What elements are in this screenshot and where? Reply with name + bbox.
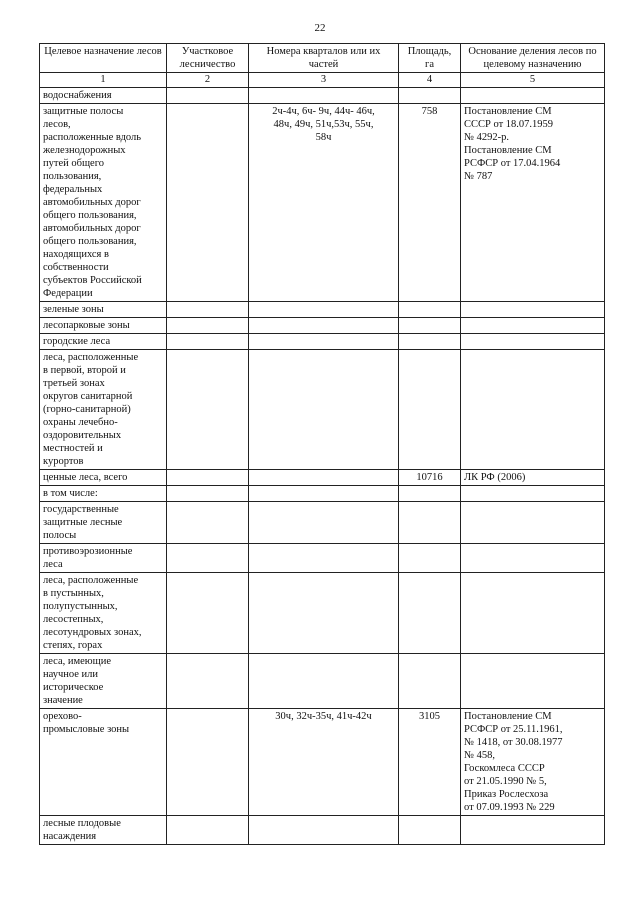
quarters-cell — [249, 502, 399, 544]
area-cell — [399, 502, 461, 544]
quarters-cell — [249, 350, 399, 470]
quarters-cell — [249, 486, 399, 502]
basis-cell — [461, 573, 605, 654]
purpose-cell: леса, расположенные в первой, второй и третьей зонах округов санитарной (горно-санитарной) охраны лечебно- оздоровительных местностей и курортов — [40, 350, 167, 470]
table-row — [40, 544, 605, 573]
basis-cell: ЛК РФ (2006) — [461, 470, 605, 486]
district-cell — [167, 104, 249, 302]
basis-cell — [461, 544, 605, 573]
area-cell — [399, 544, 461, 573]
table-body — [40, 88, 605, 845]
column-number-row — [40, 73, 605, 88]
quarters-cell — [249, 318, 399, 334]
purpose-cell: лесные плодовые насаждения — [40, 816, 167, 845]
district-cell — [167, 654, 249, 709]
table-row — [40, 502, 605, 544]
area-cell — [399, 334, 461, 350]
district-cell — [167, 302, 249, 318]
district-cell — [167, 334, 249, 350]
area-cell: 758 — [399, 104, 461, 302]
header-purpose: Целевое назначение лесов — [40, 44, 167, 73]
purpose-cell: лесопарковые зоны — [40, 318, 167, 334]
basis-cell — [461, 486, 605, 502]
table-row — [40, 816, 605, 845]
area-cell: 3105 — [399, 709, 461, 816]
table-row — [40, 470, 605, 486]
quarters-cell — [249, 654, 399, 709]
district-cell — [167, 470, 249, 486]
basis-cell — [461, 816, 605, 845]
basis-cell — [461, 88, 605, 104]
header-quarters: Номера кварталов или их частей — [249, 44, 399, 73]
quarters-cell — [249, 470, 399, 486]
purpose-cell: государственные защитные лесные полосы — [40, 502, 167, 544]
table-row — [40, 318, 605, 334]
purpose-cell: ценные леса, всего — [40, 470, 167, 486]
district-cell — [167, 486, 249, 502]
basis-cell — [461, 302, 605, 318]
area-cell — [399, 318, 461, 334]
area-cell — [399, 88, 461, 104]
district-cell — [167, 544, 249, 573]
table-row — [40, 302, 605, 318]
page-number: 22 — [314, 22, 326, 34]
basis-cell — [461, 334, 605, 350]
quarters-cell — [249, 88, 399, 104]
table-row — [40, 709, 605, 816]
basis-cell: Постановление СМ РСФСР от 25.11.1961, № 1418, от 30.08.1977 № 458, Госкомлеса СССР от 21.05.1990 № 5, Приказ Рослесхоза от 07.09.1993 № 229 — [461, 709, 605, 816]
quarters-cell — [249, 334, 399, 350]
quarters-cell: 2ч-4ч, 6ч- 9ч, 44ч- 46ч, 48ч, 49ч, 51ч,53ч, 55ч, 58ч — [249, 104, 399, 302]
area-cell — [399, 486, 461, 502]
purpose-cell: орехово- промысловые зоны — [40, 709, 167, 816]
area-cell — [399, 350, 461, 470]
table-row — [40, 486, 605, 502]
purpose-cell: противоэрозионные леса — [40, 544, 167, 573]
district-cell — [167, 88, 249, 104]
quarters-cell: 30ч, 32ч-35ч, 41ч-42ч — [249, 709, 399, 816]
basis-cell — [461, 318, 605, 334]
column-number: 2 — [167, 73, 249, 88]
area-cell: 10716 — [399, 470, 461, 486]
quarters-cell — [249, 544, 399, 573]
quarters-cell — [249, 302, 399, 318]
purpose-cell: защитные полосы лесов, расположенные вдоль железнодорожных путей общего пользования, федеральных автомобильных дорог общего пользования, автомобильных дорог общего пользования, находящихся в собственности субъектов Российской Федерации — [40, 104, 167, 302]
table-row — [40, 654, 605, 709]
quarters-cell — [249, 573, 399, 654]
district-cell — [167, 502, 249, 544]
purpose-cell: леса, имеющие научное или историческое значение — [40, 654, 167, 709]
column-number: 1 — [40, 73, 167, 88]
header-area: Площадь, га — [399, 44, 461, 73]
area-cell — [399, 816, 461, 845]
column-number: 4 — [399, 73, 461, 88]
table-header-row — [40, 44, 605, 73]
basis-cell — [461, 350, 605, 470]
column-number: 3 — [249, 73, 399, 88]
purpose-cell: зеленые зоны — [40, 302, 167, 318]
table-row — [40, 104, 605, 302]
area-cell — [399, 573, 461, 654]
header-basis: Основание деления лесов по целевому назначению — [461, 44, 605, 73]
area-cell — [399, 654, 461, 709]
purpose-cell: в том числе: — [40, 486, 167, 502]
quarters-cell — [249, 816, 399, 845]
table-row — [40, 573, 605, 654]
basis-cell: Постановление СМ СССР от 18.07.1959 № 4292-р. Постановление СМ РСФСР от 17.04.1964 № 787 — [461, 104, 605, 302]
district-cell — [167, 816, 249, 845]
column-number: 5 — [461, 73, 605, 88]
basis-cell — [461, 654, 605, 709]
table-row — [40, 334, 605, 350]
district-cell — [167, 350, 249, 470]
district-cell — [167, 318, 249, 334]
purpose-cell: городские леса — [40, 334, 167, 350]
purpose-cell: леса, расположенные в пустынных, полупустынных, лесостепных, лесотундровых зонах, степях, горах — [40, 573, 167, 654]
district-cell — [167, 709, 249, 816]
basis-cell — [461, 502, 605, 544]
district-cell — [167, 573, 249, 654]
table-row — [40, 88, 605, 104]
area-cell — [399, 302, 461, 318]
forest-purpose-table — [39, 43, 605, 845]
header-district: Участковое лесничество — [167, 44, 249, 73]
table-row — [40, 350, 605, 470]
purpose-cell: водоснабжения — [40, 88, 167, 104]
